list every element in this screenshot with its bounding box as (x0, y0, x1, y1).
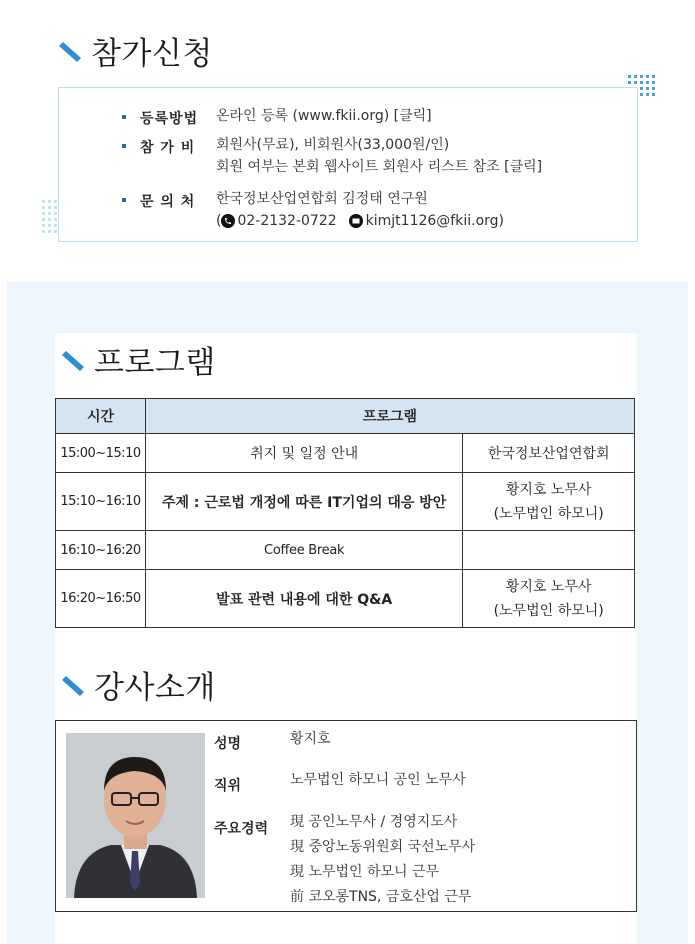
table-row (56, 473, 635, 531)
speaker-photo (66, 733, 205, 898)
program-cell: 발표 관련 내용에 대한 Q&A (145, 570, 462, 628)
email-icon (349, 214, 363, 228)
program-cell: Coffee Break (145, 531, 462, 570)
career-item: 前 코오롱TNS, 금호산업 근무 (290, 889, 472, 905)
career-label: 주요경력 (214, 821, 269, 837)
phone-icon (221, 214, 235, 228)
position-label: 직위 (214, 778, 242, 794)
career-list (290, 810, 475, 910)
fee-text: 회원사(무료), 비회원사(33,000원/인) (216, 137, 450, 153)
bullet (122, 115, 126, 119)
program-title: 프로그램 (60, 337, 216, 382)
career-item: 現 중앙노동위원회 국선노무사 (290, 839, 476, 855)
header-time: 시간 (56, 399, 146, 434)
time-cell: 15:10~16:10 (56, 473, 146, 531)
bullet (122, 198, 126, 202)
registration-title: 참가신청 (57, 28, 213, 73)
time-cell: 16:10~16:20 (56, 531, 146, 570)
pencil-icon (60, 672, 86, 698)
table-row (56, 531, 635, 570)
career-item: 現 공인노무사 / 경영지도사 (290, 814, 458, 830)
contact-name: 한국정보산업연합회 김정태 연구원 (216, 191, 428, 207)
time-cell: 15:00~15:10 (56, 434, 146, 473)
bullet (122, 144, 126, 148)
speaker-cell: 황지호 노무사 (노무법인 하모니) (463, 570, 635, 628)
program-cell: 주제 : 근로법 개정에 따른 IT기업의 대응 방안 (145, 473, 462, 531)
table-row (56, 570, 635, 628)
table-header-row (56, 399, 635, 434)
speaker-position: 노무법인 하모니 공인 노무사 (290, 772, 466, 788)
pencil-icon (60, 347, 86, 373)
program-table (55, 398, 635, 628)
registration-method-link[interactable]: 온라인 등록 (www.fkii.org) [클릭] (216, 108, 432, 124)
fee-row: 참 가 비 회원사(무료), 비회원사(33,000원/인) 회원 여부는 본회 웹사이트 회원사 리스트 참조 [클릭] (122, 137, 542, 178)
table-row (56, 434, 635, 473)
speaker-name: 황지호 (290, 731, 331, 747)
speaker-cell: 황지호 노무사 (노무법인 하모니) (463, 473, 635, 531)
name-label: 성명 (214, 736, 242, 752)
speaker-cell (463, 531, 635, 570)
member-list-link[interactable]: 회원 여부는 본회 웹사이트 회원사 리스트 참조 [클릭] (216, 159, 543, 175)
header-program: 프로그램 (145, 399, 634, 434)
program-cell: 취지 및 일정 안내 (145, 434, 462, 473)
contact-email[interactable]: kimjt1126@fkii.org (365, 213, 499, 229)
registration-method-row: 등록방법 온라인 등록 (www.fkii.org) [클릭] (122, 108, 432, 128)
speaker-cell: 한국정보산업연합회 (463, 434, 635, 473)
speaker-title: 강사소개 (60, 662, 216, 707)
career-item: 現 노무법인 하모니 근무 (290, 864, 440, 880)
decorative-dots-light (42, 200, 57, 233)
pencil-icon (57, 38, 83, 64)
time-cell: 16:20~16:50 (56, 570, 146, 628)
contact-phone[interactable]: 02-2132-0722 (237, 213, 337, 229)
contact-row: 문 의 처 한국정보산업연합회 김정태 연구원 ( 02-2132-0722 kimjt1126@fkii.org ) (122, 191, 504, 232)
